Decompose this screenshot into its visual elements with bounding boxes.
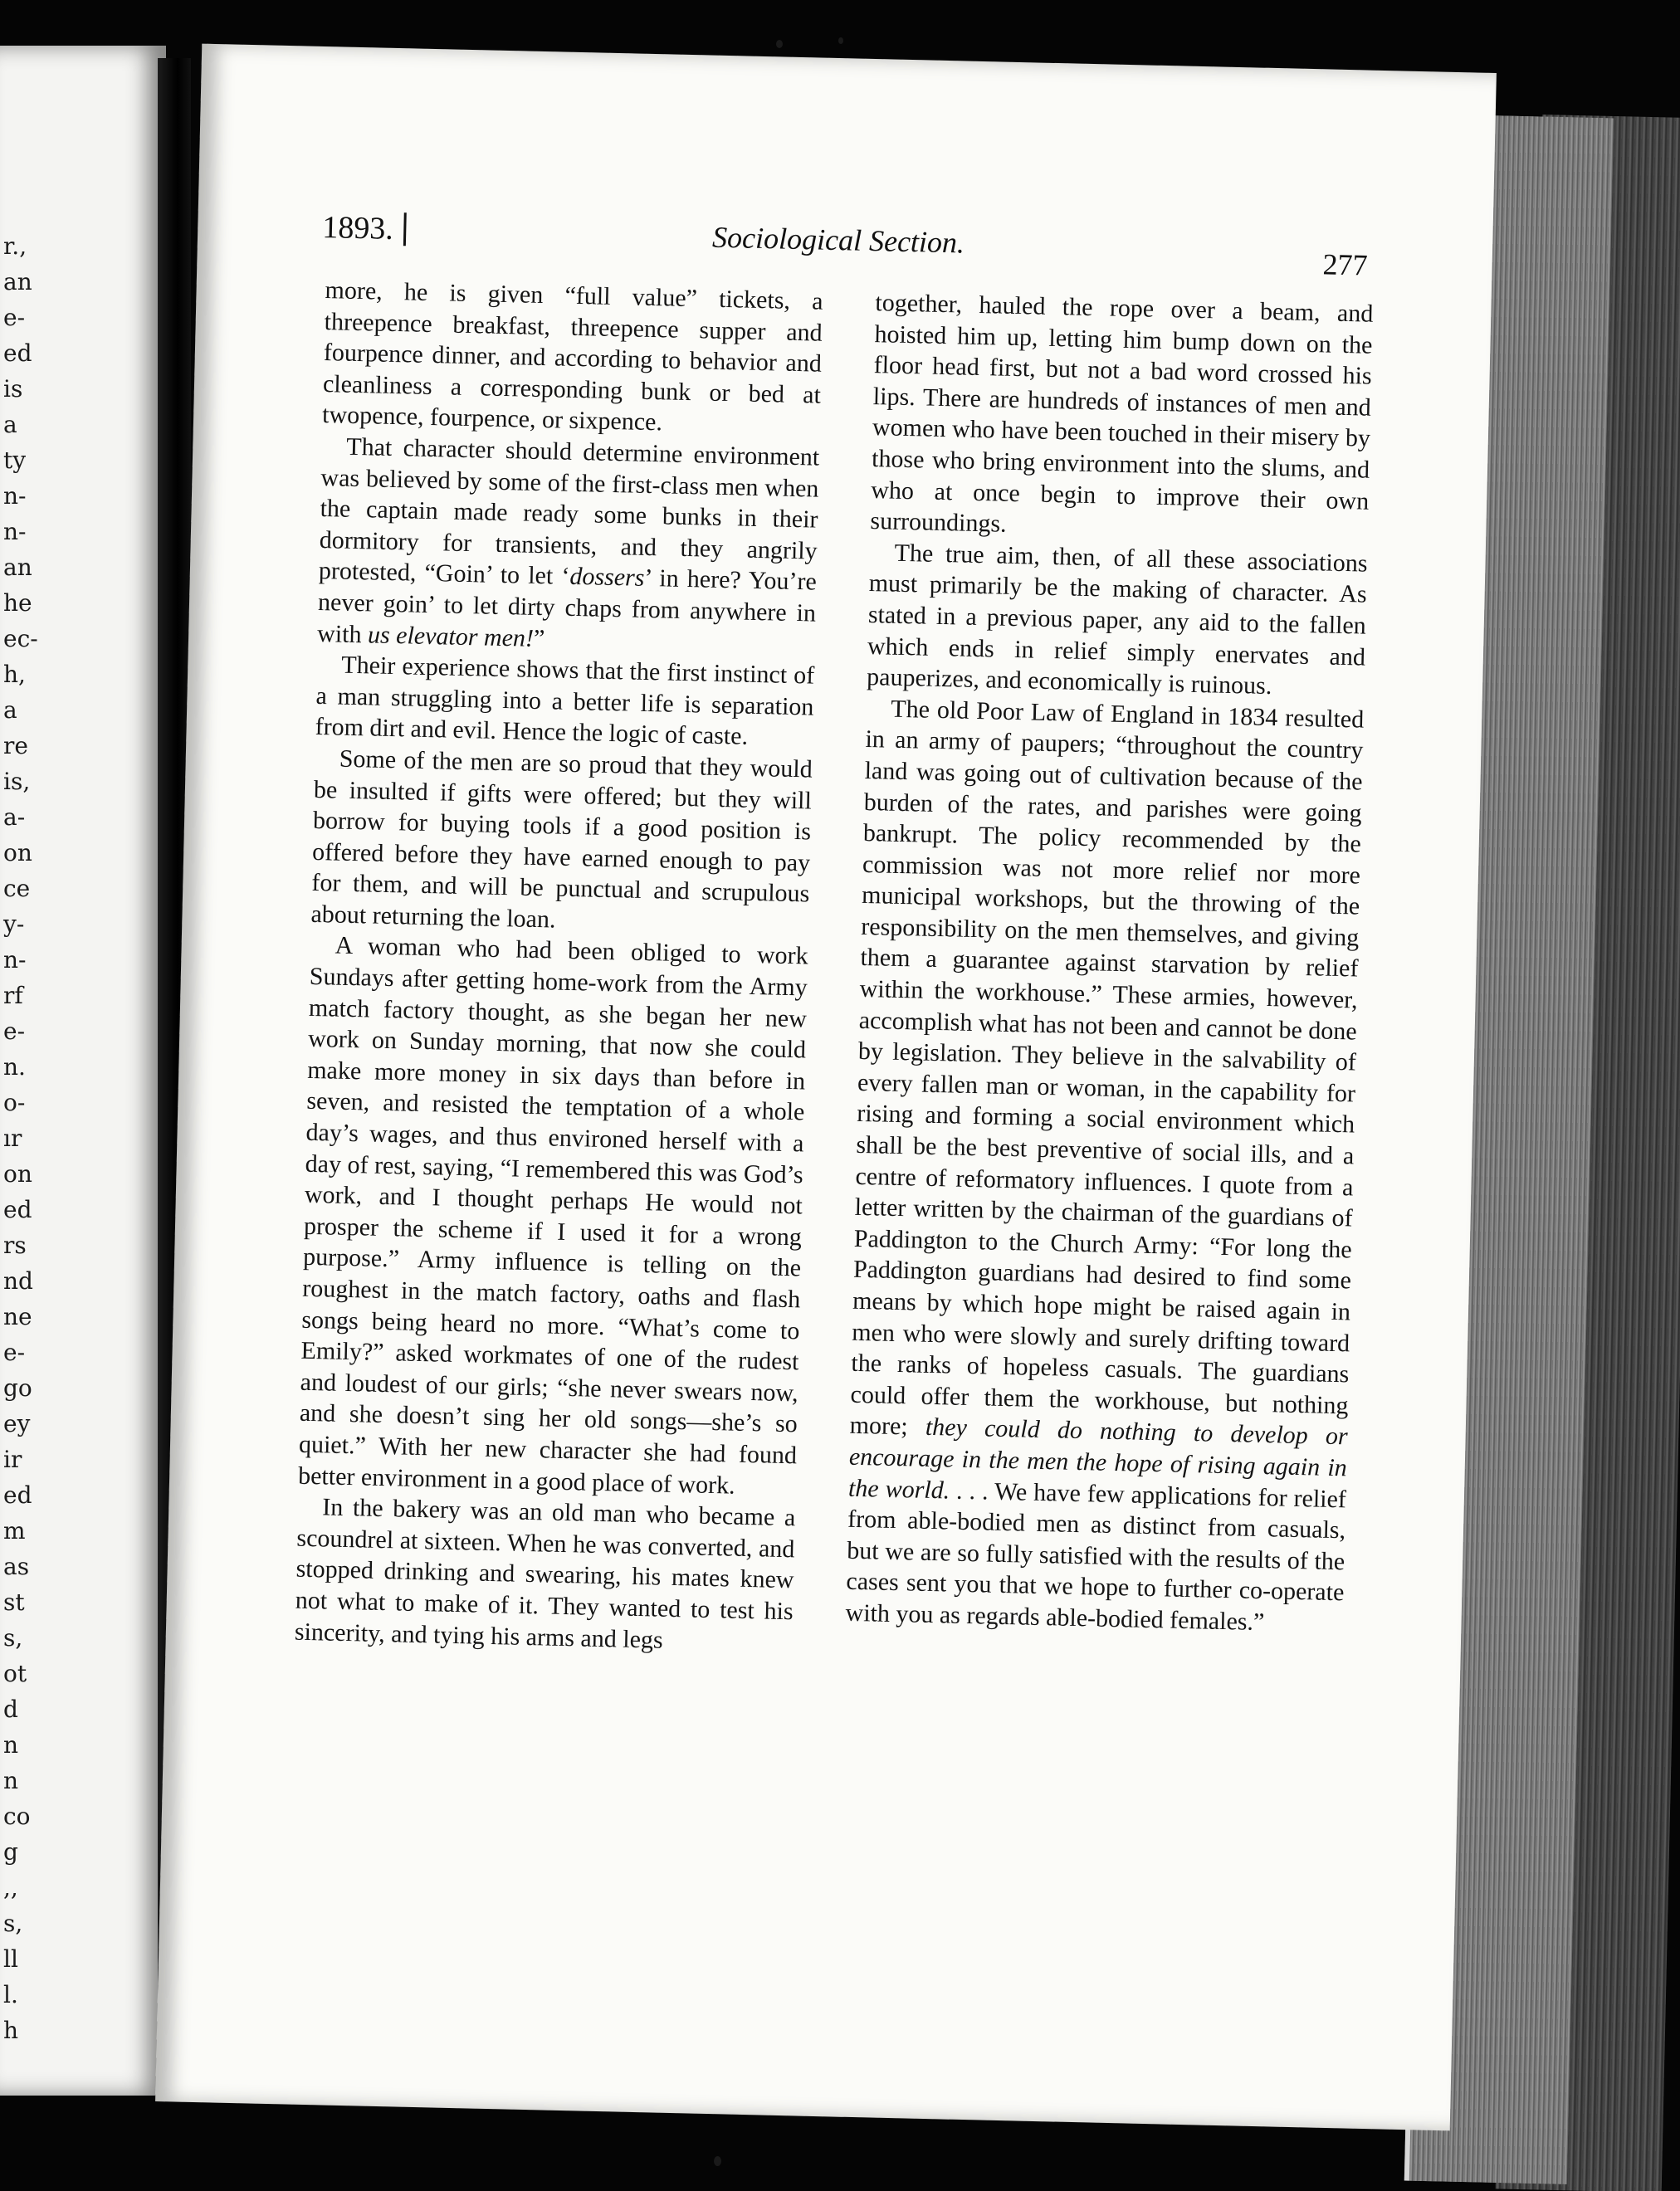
italic-quote: they could do nothing to develop or encourage in the men the hope of rising again in the world. (847, 1413, 1348, 1505)
left-page-fragment: st (3, 1588, 25, 1616)
left-page-fragment: ed (3, 1196, 32, 1223)
page-277 (155, 44, 1497, 2131)
paragraph: A woman who had been obliged to work Sundays after getting home-work from the Army match factory thought, as she began her new work on Sunday morning, that now she could make more money in six days than before in seven, and resisted the temptation of a whole day’s wages, and thus environed herself with a day of rest, saying, “I remembered this was God’s work, and I thought perhaps He would not prosper the scheme if I used it for a wrong purpose.” Army influence is telling on the roughest in the match factory, oaths and flash songs being heard no more. “What’s come to Emily?” asked workmates of one of the rudest and loudest of our girls; “she never swears now, and she doesn’t sing her old songs—she’s so quiet.” With her new character she had found better environment in a good place of work. (297, 932, 808, 1500)
left-page-fragment: he (3, 589, 32, 617)
running-head-year: 1893. (322, 209, 406, 247)
left-page-fragment: n (3, 1731, 19, 1759)
left-page-fragment: ed (3, 339, 32, 367)
left-page-fragment: ed (3, 1481, 32, 1509)
dust-speck (776, 40, 783, 48)
left-page-fragment: n (3, 1767, 19, 1794)
paragraph: In the bakery was an old man who became a scoundrel at sixteen. When he was converted, and stopped drinking and swearing, his mates knew not what to make of it. They wanted to test his sincerity, and tying his arms and legs (294, 1493, 796, 1654)
paragraph (845, 693, 1364, 1640)
left-page-fragment: n- (3, 482, 27, 510)
left-page-fragment: n. (3, 1053, 26, 1081)
left-page-fragment: is (3, 375, 23, 403)
left-page-fragment: ır (3, 1125, 22, 1152)
left-page-fragment: ce (3, 875, 31, 902)
left-page-fragment: go (3, 1374, 32, 1402)
right-column (845, 287, 1374, 1640)
left-page-fragment: ty (3, 446, 27, 474)
dust-speck (838, 37, 843, 44)
left-page-fragment: y- (3, 910, 25, 938)
left-page-fragment: o- (3, 1089, 26, 1116)
left-page-fragment: e- (3, 1017, 26, 1045)
left-column (295, 275, 823, 1658)
previous-page-edge (0, 46, 166, 2096)
left-page-fragment: re (3, 732, 28, 759)
paragraph: together, hauled the rope over a beam, and hoisted him up, letting him bump down on the floor head first, but not a bad word crossed his lips. There are hundreds of instances of men and women who have been touched in their misery by those who bring environment into the slums, and who at once begin to improve their own surroundings. (870, 289, 1374, 538)
left-page-fragment: e- (3, 1339, 26, 1366)
left-page-fragment: a (3, 411, 17, 438)
left-page-fragment: a (3, 696, 17, 724)
left-page-fragment: an (3, 554, 32, 581)
left-page-fragment: g (3, 1838, 18, 1866)
left-page-fragment: ir (3, 1446, 22, 1473)
left-page-fragment: ne (3, 1303, 32, 1330)
left-page-fragment: s, (3, 1624, 23, 1652)
left-page-fragment: on (3, 1160, 32, 1188)
paragraph: Their experience shows that the first instinct of a man struggling into a better life is separation from dirt and evil. Hence the logic of caste. (315, 651, 815, 751)
left-page-fragment: ey (3, 1410, 31, 1437)
paragraph-text: ” (533, 624, 545, 652)
left-page-fragment: d (3, 1696, 18, 1723)
left-page-fragment: co (3, 1803, 31, 1830)
paragraph: more, he is given “full value” tickets, a threepence breakfast, threepence supper and fourpence dinner, and according to behavior and cleanliness a corresponding bunk or bed at twopence, fourpence, or sixpence. (321, 276, 823, 437)
left-page-fragment: rs (3, 1232, 27, 1259)
dust-speck (714, 2156, 721, 2166)
left-page-fragment: ,, (3, 1874, 18, 1901)
left-page-fragment: h (3, 2017, 19, 2044)
left-page-fragment: as (3, 1553, 30, 1580)
left-page-fragment: l. (3, 1981, 18, 2008)
left-page-fragment: n- (3, 946, 27, 974)
left-page-fragment: m (3, 1517, 26, 1544)
left-page-fragment: n- (3, 518, 27, 545)
paragraph-text: ’ in here? You’re never goin’ to let dirty chaps from anywhere in with (316, 564, 818, 648)
running-head-title: Sociological Section. (711, 220, 965, 260)
left-page-fragment: is, (3, 768, 31, 795)
paragraph-text: That character should determine environment was believed by some of the first-class men when the captain made ready some bunks in their dormitory for transients, and they angrily protested, “Goin’ to let ‘ (318, 432, 820, 591)
left-page-fragment: ec- (3, 625, 38, 652)
left-page-fragment: h, (3, 661, 26, 688)
left-page-fragment: s, (3, 1910, 23, 1937)
paragraph: The true aim, then, of all these associations must primarily be the making of character. As stated in a previous paper, any aid to the fallen which ends in relief simply enervates and pauperizes, and economically is ruinous. (866, 539, 1368, 700)
left-page-fragment: ll (3, 1945, 18, 1973)
italic-term: dossers (569, 563, 645, 593)
left-page-fragment: a- (3, 803, 26, 831)
paragraph-text: . . . We have few applications for relief from able-bodied men as distinct from casuals, but we are so fully satisfied with the results of the cases sent you that we hope to further co-operate with you as regards able-bodied females.” (845, 1476, 1347, 1637)
italic-term: us elevator men! (367, 620, 535, 652)
left-page-fragment: r., (3, 232, 27, 260)
left-page-fragment: an (3, 268, 32, 295)
left-page-fragment: on (3, 839, 32, 866)
page-number: 277 (1322, 247, 1369, 282)
left-page-fragment: e- (3, 304, 26, 331)
paragraph (317, 431, 820, 661)
left-page-fragment: nd (3, 1267, 33, 1295)
paragraph-text: The old Poor Law of England in 1834 resulted in an army of paupers; “throughout the country land was going out of cultivation because of the burden of the rates, and parishes were going bankrupt. The policy recommended by the commission was not more relief nor more municipal workshops, but the throwing of the responsibility on the men themselves, and giving them a guarantee against starvation by relief within the workhouse.” These armies, however, accomplish what has not been and cannot be done by legislation. They believe in the salvability of every fallen man or woman, in the capability for rising and forming a social environment which shall be the best preventive of social ills, and a centre of reformatory influences. I quote from a letter written by the chairman of the guardians of Paddington to the Church Army: “For long the Paddington guardians had desired to find some means by which hope might be raised again in men who were slowly and surely drifting toward the ranks of hopeless casuals. The guardians could offer them the workhouse, but nothing more; (849, 695, 1365, 1442)
paragraph: Some of the men are so proud that they would be insulted if gifts were offered; but they will borrow for buying tools if a good position is offered before they have earned enough to pay for them, and will be punctual and scrupulous about returning the loan. (310, 744, 813, 934)
left-page-fragment: rf (3, 982, 23, 1009)
left-page-fragment: ot (3, 1660, 27, 1687)
